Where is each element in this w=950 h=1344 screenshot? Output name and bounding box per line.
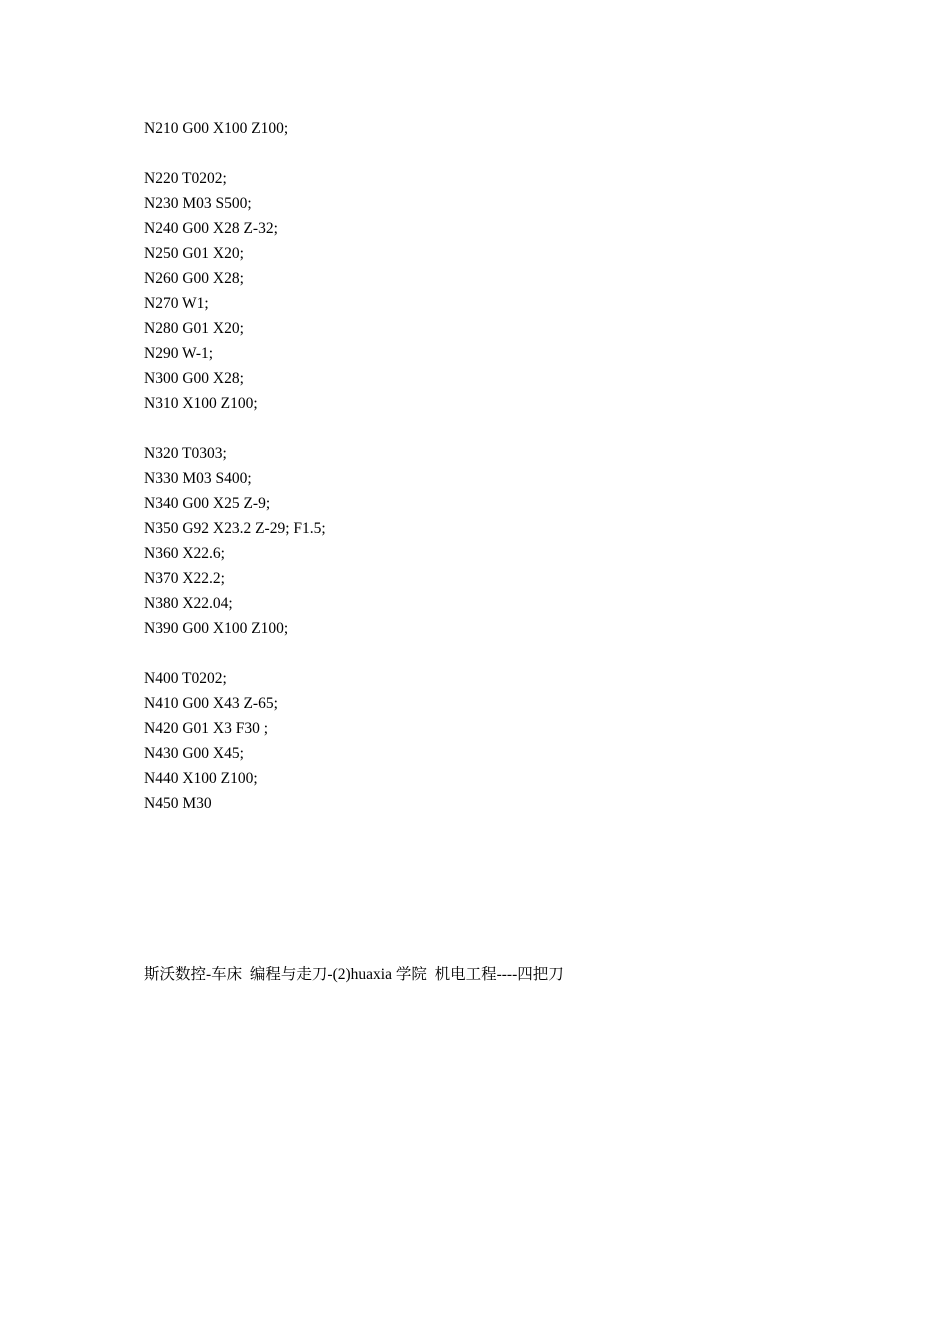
nc-program: [144, 116, 844, 816]
blank-line: [144, 141, 844, 166]
code-line: N390 G00 X100 Z100;: [144, 620, 289, 637]
code-line: N400 T0202;: [144, 670, 227, 687]
blank-line: [144, 641, 844, 666]
code-line: N220 T0202;: [144, 170, 227, 187]
code-line: N410 G00 X43 Z-65;: [144, 695, 278, 712]
code-line: N250 G01 X20;: [144, 245, 244, 262]
code-line: N380 X22.04;: [144, 595, 233, 612]
code-line: N360 X22.6;: [144, 545, 225, 562]
code-line: N230 M03 S500;: [144, 195, 252, 212]
code-line: N340 G00 X25 Z-9;: [144, 495, 271, 512]
code-line: N310 X100 Z100;: [144, 395, 258, 412]
code-line: N330 M03 S400;: [144, 470, 252, 487]
code-line: N290 W-1;: [144, 345, 214, 362]
blank-line: [144, 416, 844, 441]
footer-caption: 斯沃数控-车床 编程与走刀-(2)huaxia 学院 机电工程----四把刀: [144, 966, 564, 983]
code-line: N280 G01 X20;: [144, 320, 244, 337]
code-line: N320 T0303;: [144, 445, 227, 462]
code-line: N440 X100 Z100;: [144, 770, 258, 787]
code-line: N420 G01 X3 F30 ;: [144, 720, 269, 737]
code-line: N210 G00 X100 Z100;: [144, 120, 289, 137]
code-line: N260 G00 X28;: [144, 270, 244, 287]
code-line: N370 X22.2;: [144, 570, 225, 587]
code-line: N350 G92 X23.2 Z-29; F1.5;: [144, 520, 326, 537]
code-line: N450 M30: [144, 795, 212, 812]
code-line: N430 G00 X45;: [144, 745, 244, 762]
code-line: N270 W1;: [144, 295, 209, 312]
code-line: N240 G00 X28 Z-32;: [144, 220, 278, 237]
code-line: N300 G00 X28;: [144, 370, 244, 387]
